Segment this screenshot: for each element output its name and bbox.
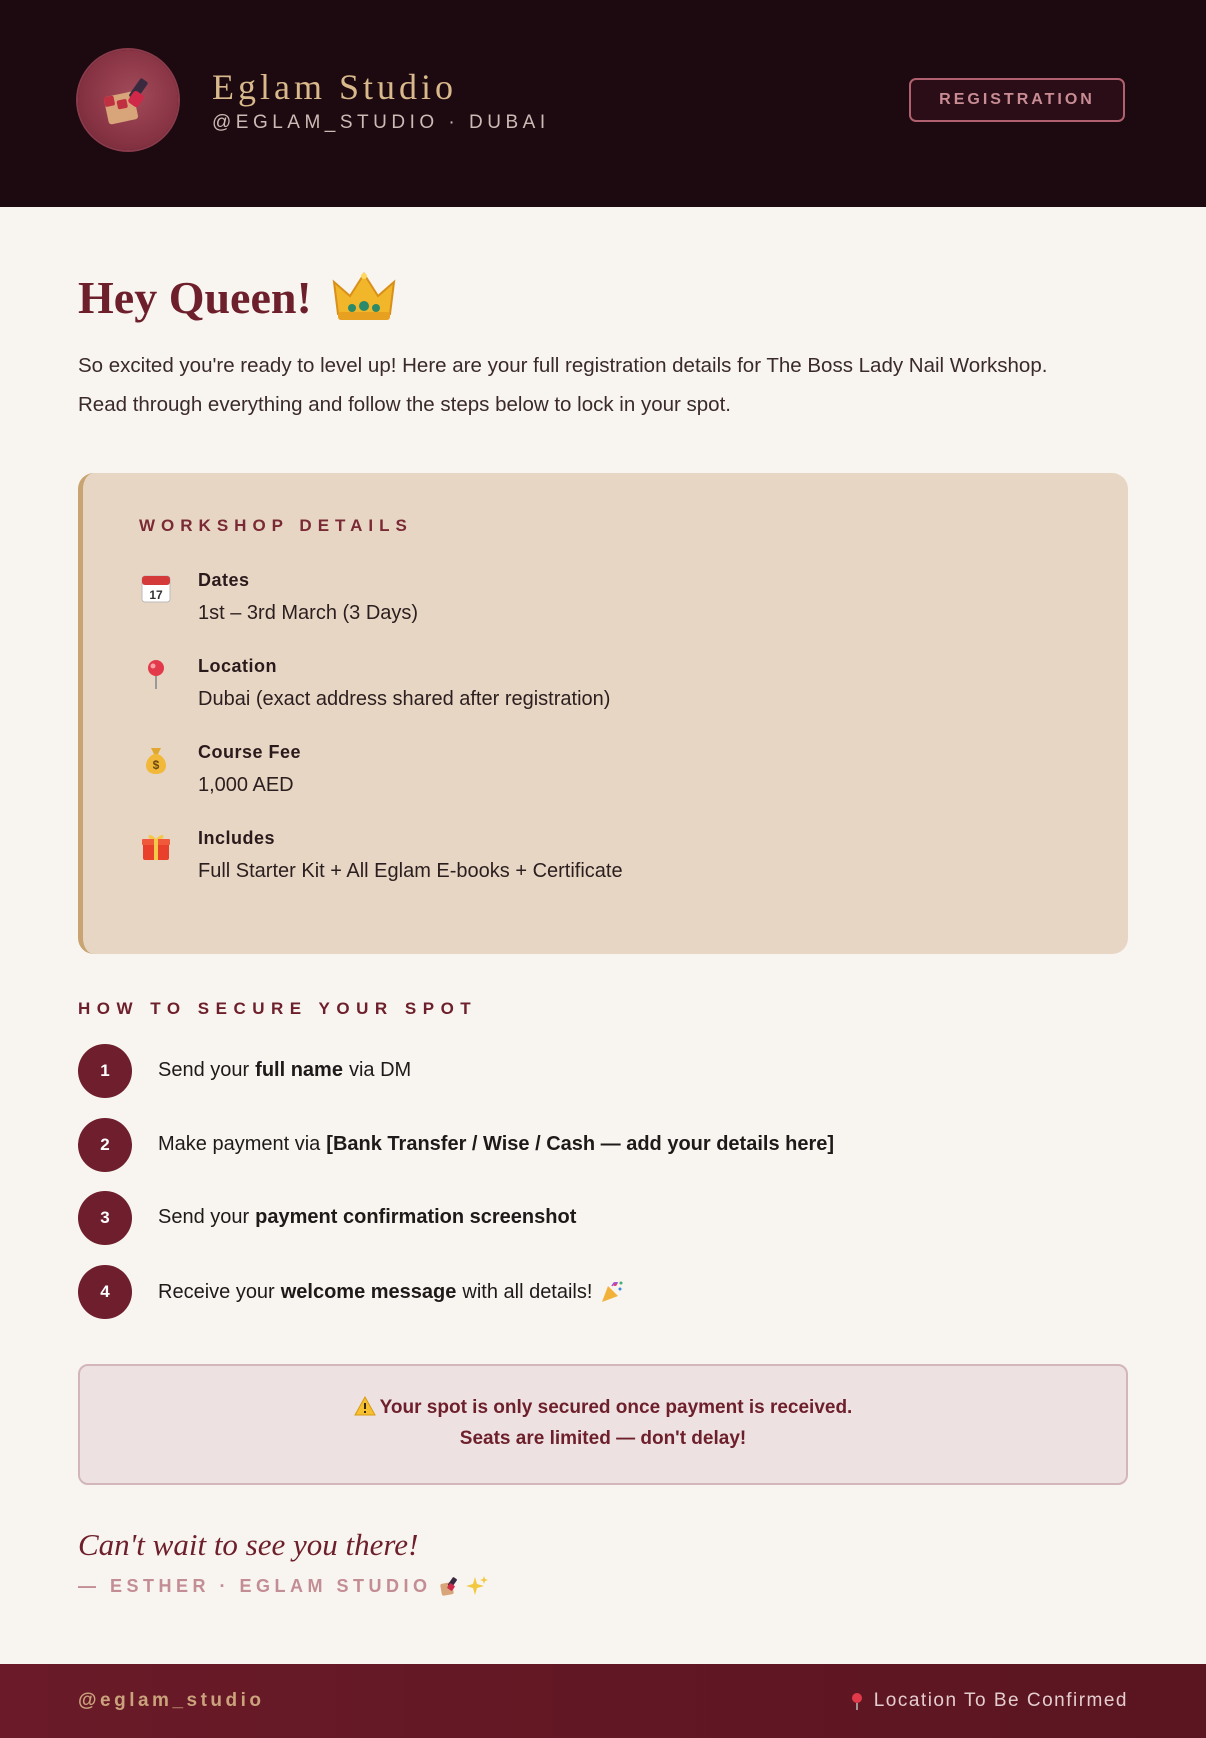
calendar-icon — [140, 572, 172, 604]
step-text: Make payment via [Bank Transfer / Wise / Cash — add your details here] — [158, 1133, 835, 1155]
notice-line-1: Your spot is only secured once payment is received. — [80, 1396, 1126, 1419]
intro-line-1: So excited you're ready to level up! Here are your full registration details for The Boss Lady Nail Workshop. — [78, 354, 1048, 377]
step-number: 2 — [78, 1118, 132, 1172]
calendar-day-text: 17 — [149, 588, 163, 602]
header — [0, 0, 1206, 207]
footer — [0, 1664, 1206, 1738]
party-popper-icon — [600, 1280, 624, 1304]
avatar — [78, 50, 178, 150]
steps-title: HOW TO SECURE YOUR SPOT — [78, 999, 478, 1018]
nail-polish-icon — [438, 1575, 460, 1597]
workshop-details-title: WORKSHOP DETAILS — [139, 516, 413, 535]
step-item — [78, 1118, 1128, 1172]
registration-button[interactable]: REGISTRATION — [909, 78, 1125, 122]
nail-polish-icon — [100, 74, 158, 128]
step-number: 4 — [78, 1265, 132, 1319]
detail-label: Includes — [198, 828, 276, 848]
step-item — [78, 1191, 1128, 1245]
signoff-by: — ESTHER · EGLAM STUDIO — [78, 1575, 488, 1597]
step-text: Send your payment confirmation screenshot — [158, 1206, 577, 1228]
pin-icon — [850, 1692, 864, 1710]
detail-value: 1,000 AED — [198, 774, 294, 796]
detail-value: Full Starter Kit + All Eglam E-books + Certificate — [198, 860, 623, 882]
svg-text:$: $ — [152, 758, 160, 772]
greeting-heading — [78, 270, 396, 324]
payment-notice — [78, 1364, 1128, 1485]
greeting-text: Hey Queen! — [78, 271, 312, 323]
step-number: 3 — [78, 1191, 132, 1245]
notice-line-2: Seats are limited — don't delay! — [459, 1428, 747, 1449]
signoff-message: Can't wait to see you there! — [78, 1527, 419, 1562]
step-number: 1 — [78, 1044, 132, 1098]
detail-value: 1st – 3rd March (3 Days) — [198, 602, 419, 624]
brand-handle: @EGLAM_STUDIO · DUBAI — [212, 112, 550, 133]
detail-label: Location — [198, 656, 277, 676]
footer-handle[interactable]: @eglam_studio — [78, 1690, 265, 1711]
intro-text — [78, 346, 1138, 424]
money-bag-icon — [140, 744, 172, 776]
step-item — [78, 1044, 1128, 1098]
footer-location: Location To Be Confirmed — [850, 1690, 1128, 1712]
warning-icon — [354, 1396, 376, 1416]
intro-line-2: Read through everything and follow the steps below to lock in your spot. — [78, 393, 731, 416]
step-text: Send your full name via DM — [158, 1059, 412, 1081]
detail-label: Dates — [198, 570, 250, 590]
brand-name: Eglam Studio — [212, 67, 457, 107]
detail-label: Course Fee — [198, 742, 302, 762]
detail-value: Dubai (exact address shared after registration) — [198, 688, 611, 710]
pin-icon — [140, 658, 172, 690]
gift-icon — [140, 830, 172, 862]
step-item — [78, 1265, 1128, 1319]
step-text: Receive your welcome message with all details! — [158, 1280, 624, 1304]
crown-icon — [332, 270, 396, 324]
sparkles-icon — [466, 1575, 488, 1597]
